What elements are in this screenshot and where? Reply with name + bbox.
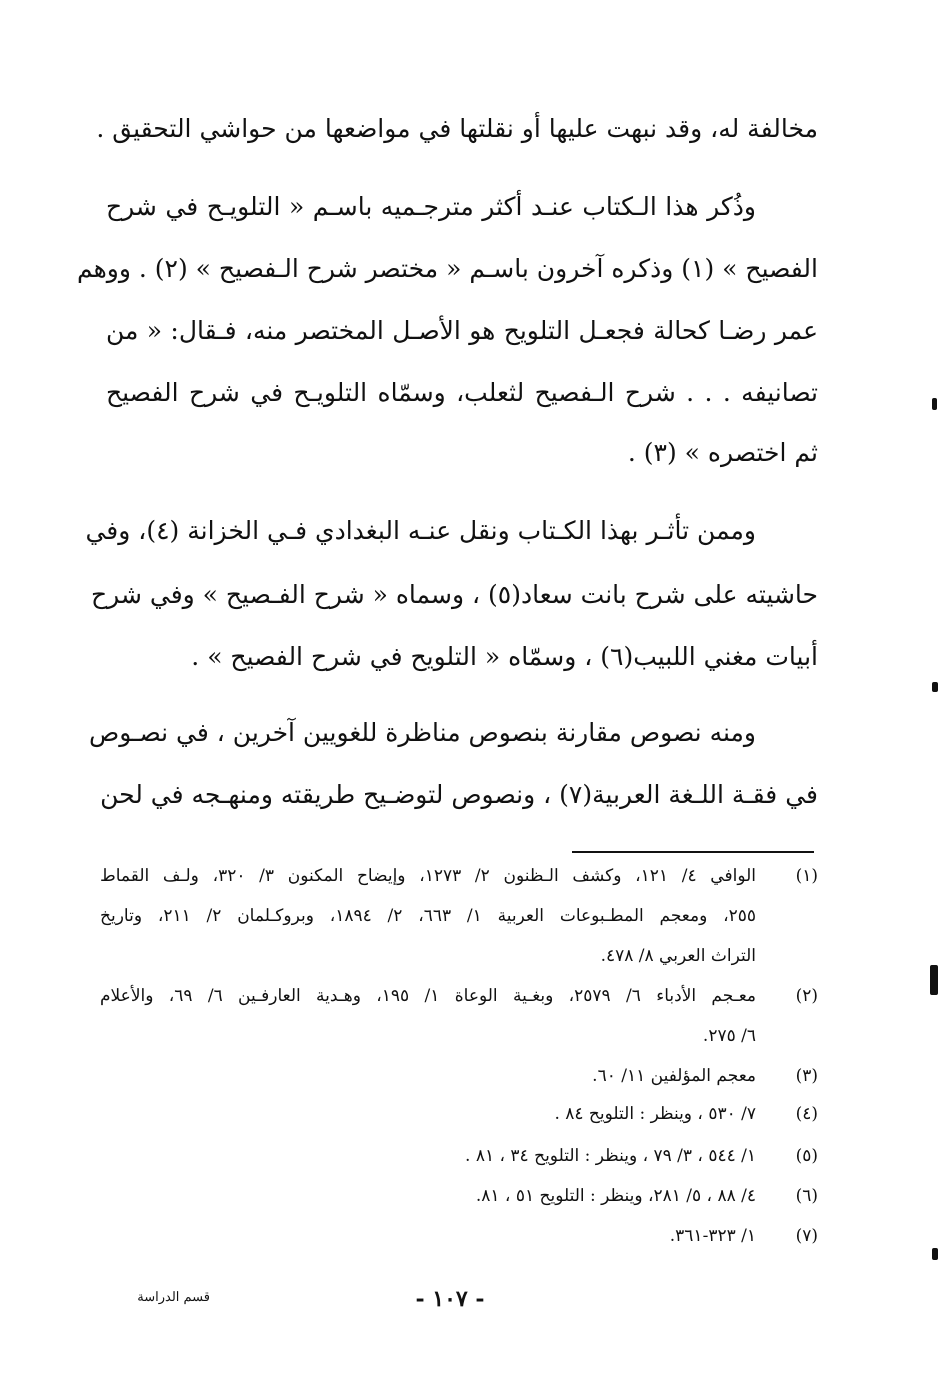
- text-line: عمر رضـا كحالة فجعـل التلويح هو الأصـل المختصر منه، فـقال: « من: [106, 316, 818, 345]
- footnote-number: (٥): [795, 1146, 818, 1166]
- text-line: الفصيح » (١) وذكره آخرون باسـم « مختصر شرح الـفصيح » (٢) . ووهم: [76, 254, 818, 283]
- footnote-number: (١): [795, 866, 818, 886]
- footnote-line: معـجم الأدباء ٦/ ٢٥٧٩، وبغـية الوعاة ١/ ١٩٥، وهـدية العارفـين ٦/ ٦٩، والأعلام: [100, 986, 757, 1006]
- text-line: في فقـة اللـغة العربية(٧) ، ونصوص لتوضـيح طريقته ومنهـجه في لحن: [100, 780, 818, 809]
- scan-speck: [932, 1248, 938, 1260]
- footnote-separator: [572, 851, 814, 853]
- text-line: وذُكر هذا الـكتاب عنـد أكثر مترجـميه باسـم « التلويـح في شرح: [106, 192, 756, 221]
- text-line: ثم اختصره » (٣) .: [627, 438, 818, 467]
- footnote-line: ٤/ ٨٨ ، ٥/ ٢٨١، وينظر : التلويح ٥١ ، ٨١.: [475, 1186, 756, 1206]
- footnote-line: ٦/ ٢٧٥.: [702, 1026, 756, 1046]
- footnote-number: (٧): [795, 1226, 818, 1246]
- footnote-number: (٦): [795, 1186, 818, 1206]
- page-number: - ١٠٧ -: [415, 1286, 485, 1312]
- text-line: تصانيفه . . . شرح الـفصيح لثعلب، وسمّاه التلويـح في شرح الفصيح: [106, 378, 818, 407]
- section-label: قسم الدراسة: [137, 1290, 210, 1305]
- footnote-line: معجم المؤلفين ١١/ ٦٠.: [592, 1066, 756, 1086]
- footnote-number: (٣): [795, 1066, 818, 1086]
- text-line: حاشيته على شرح بانت سعاد(٥) ، وسماه « شرح الفـصيح » وفي شرح: [91, 580, 818, 609]
- scan-speck: [932, 682, 938, 692]
- footnote-line: ١/ ٥٤٤ ، ٣/ ٧٩ ، وينظر : التلويح ٣٤ ، ٨١ .: [465, 1146, 756, 1166]
- footnote-line: ١/ ٣٢٣-٣٦١.: [669, 1226, 756, 1246]
- footnote-number: (٤): [795, 1104, 818, 1124]
- footnote-line: ٧/ ٥٣٠ ، وينظر : التلويح ٨٤ .: [554, 1104, 756, 1124]
- text-line: وممن تأثـر بهذا الكـتاب ونقل عنـه البغدادي فـي الخزانة (٤)، وفي: [85, 516, 756, 545]
- scan-speck: [932, 398, 937, 410]
- footnote-line: ٢٥٥، ومعجم المطـبوعات العربية ١/ ٦٦٣، ٢/ ١٨٩٤، وبروكـلمان ٢/ ٢١١، وتاريخ: [100, 906, 757, 926]
- footnote-number: (٢): [795, 986, 818, 1006]
- footnote-line: الوافي ٤/ ١٢١، وكشف الـظنون ٢/ ١٢٧٣، وإيضاح المكنون ٣/ ٣٢٠، ولـف القماط: [100, 866, 757, 886]
- text-line: ومنه نصوص مقارنة بنصوص مناظرة للغويين آخرين ، في نصـوص: [88, 718, 756, 747]
- footnote-line: التراث العربي ٨/ ٤٧٨.: [600, 946, 756, 966]
- scan-speck: [930, 965, 938, 995]
- text-line: مخالفة له، وقد نبهت عليها أو نقلتها في مواضعها من حواشي التحقيق .: [96, 114, 818, 143]
- text-line: أبيات مغني اللبيب(٦) ، وسمّاه « التلويح في شرح الفصيح » .: [191, 642, 818, 671]
